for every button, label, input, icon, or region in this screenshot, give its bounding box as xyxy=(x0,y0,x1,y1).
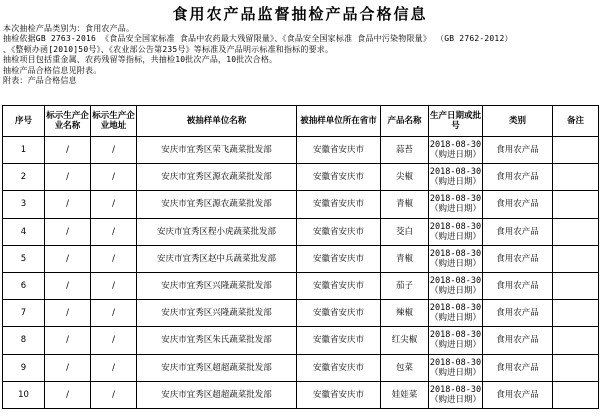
cell-date-batch xyxy=(429,354,483,381)
table-row xyxy=(3,245,599,272)
header-producer-address: 标示生产企业地址 xyxy=(91,106,137,137)
table-header-row xyxy=(3,106,599,137)
cell-no: 5 xyxy=(3,245,45,272)
cell-producer-name: / xyxy=(45,354,91,381)
cell-no: 9 xyxy=(3,354,45,381)
cell-category: 食用农产品 xyxy=(483,164,553,191)
cell-product: 娃娃菜 xyxy=(381,381,429,408)
cell-product: 青椒 xyxy=(381,191,429,218)
cell-province-city: 安徽省安庆市 xyxy=(297,245,381,272)
cell-producer-address: / xyxy=(91,245,137,272)
cell-remarks xyxy=(553,272,599,299)
header-category: 类别 xyxy=(483,106,553,137)
cell-producer-name: / xyxy=(45,327,91,354)
date-note: （购进日期） xyxy=(429,367,481,378)
date-value: 2018-08-30 xyxy=(429,248,482,259)
cell-remarks xyxy=(553,327,599,354)
cell-province-city: 安徽省安庆市 xyxy=(297,191,381,218)
table-row xyxy=(3,381,599,408)
cell-producer-name: / xyxy=(45,245,91,272)
cell-date-batch xyxy=(429,327,483,354)
cell-category: 食用农产品 xyxy=(483,272,553,299)
notes-block xyxy=(3,24,597,86)
cell-remarks xyxy=(553,164,599,191)
date-value: 2018-08-30 xyxy=(429,357,482,368)
date-note: （购进日期） xyxy=(429,313,481,324)
cell-date-batch xyxy=(429,218,483,245)
cell-sampled-unit: 安庆市宜秀区超超蔬菜批发部 xyxy=(137,381,297,408)
cell-sampled-unit: 安庆市宜秀区赵中兵蔬菜批发部 xyxy=(137,245,297,272)
cell-category: 食用农产品 xyxy=(483,245,553,272)
cell-producer-name: / xyxy=(45,137,91,164)
cell-remarks xyxy=(553,218,599,245)
cell-remarks xyxy=(553,381,599,408)
document-title: 食用农产品监督抽检产品合格信息 xyxy=(172,5,428,23)
cell-no: 6 xyxy=(3,272,45,299)
cell-date-batch xyxy=(429,164,483,191)
cell-producer-address: / xyxy=(91,191,137,218)
cell-producer-address: / xyxy=(91,300,137,327)
date-note: （购进日期） xyxy=(429,177,481,188)
cell-producer-address: / xyxy=(91,272,137,299)
cell-sampled-unit: 安庆市宜秀区超超蔬菜批发部 xyxy=(137,354,297,381)
table-row xyxy=(3,164,599,191)
date-value: 2018-08-30 xyxy=(429,276,482,287)
cell-no: 7 xyxy=(3,300,45,327)
cell-category: 食用农产品 xyxy=(483,354,553,381)
cell-sampled-unit: 安庆市宜秀区源农蔬菜批发部 xyxy=(137,191,297,218)
cell-remarks xyxy=(553,300,599,327)
cell-category: 食用农产品 xyxy=(483,137,553,164)
cell-product: 青椒 xyxy=(381,245,429,272)
cell-product: 茭白 xyxy=(381,218,429,245)
cell-producer-name: / xyxy=(45,164,91,191)
date-note: （购进日期） xyxy=(429,258,481,269)
table-row xyxy=(3,191,599,218)
header-remarks: 备注 xyxy=(553,106,599,137)
cell-product: 蒜苔 xyxy=(381,137,429,164)
results-table xyxy=(2,105,599,409)
date-note: （购进日期） xyxy=(429,340,481,351)
cell-category: 食用农产品 xyxy=(483,218,553,245)
cell-no: 2 xyxy=(3,164,45,191)
table-row xyxy=(3,354,599,381)
cell-producer-name: / xyxy=(45,272,91,299)
cell-product: 辣椒 xyxy=(381,300,429,327)
note-line: 、《整顿办函[2010]50号》、《农业部公告第235号》等标准及产品明示标准和指标的要求。 xyxy=(3,44,334,54)
cell-product: 包菜 xyxy=(381,354,429,381)
date-value: 2018-08-30 xyxy=(429,303,482,314)
cell-producer-name: / xyxy=(45,218,91,245)
date-value: 2018-08-30 xyxy=(429,384,482,395)
cell-province-city: 安徽省安庆市 xyxy=(297,137,381,164)
cell-producer-address: / xyxy=(91,218,137,245)
cell-date-batch xyxy=(429,381,483,408)
cell-no: 10 xyxy=(3,381,45,408)
note-line: 抽检产品合格信息见附表。 xyxy=(3,65,102,75)
cell-category: 食用农产品 xyxy=(483,300,553,327)
cell-no: 4 xyxy=(3,218,45,245)
cell-date-batch xyxy=(429,191,483,218)
cell-province-city: 安徽省安庆市 xyxy=(297,354,381,381)
cell-province-city: 安徽省安庆市 xyxy=(297,272,381,299)
cell-date-batch xyxy=(429,300,483,327)
cell-producer-address: / xyxy=(91,137,137,164)
date-note: （购进日期） xyxy=(429,150,481,161)
cell-no: 8 xyxy=(3,327,45,354)
note-line: 抽检依据GB 2763-2016 《食品安全国家标准 食品中农药最大残留限量》、《食品安全国家标准 食品中污染物限量》 （GB 2762-2012） xyxy=(3,34,513,44)
cell-sampled-unit: 安庆市宜秀区兴隆蔬菜批发部 xyxy=(137,300,297,327)
cell-producer-address: / xyxy=(91,354,137,381)
date-value: 2018-08-30 xyxy=(429,167,482,178)
cell-product: 红尖椒 xyxy=(381,327,429,354)
header-producer-name: 标示生产企业名称 xyxy=(45,106,91,137)
table-row xyxy=(3,327,599,354)
header-product: 产品名称 xyxy=(381,106,429,137)
header-province-city: 被抽样单位所在省市 xyxy=(297,106,381,137)
table-row xyxy=(3,137,599,164)
date-value: 2018-08-30 xyxy=(429,221,482,232)
cell-date-batch xyxy=(429,245,483,272)
date-value: 2018-08-30 xyxy=(429,330,482,341)
cell-producer-address: / xyxy=(91,381,137,408)
cell-producer-name: / xyxy=(45,191,91,218)
cell-producer-name: / xyxy=(45,381,91,408)
cell-producer-address: / xyxy=(91,164,137,191)
header-sampled-unit: 被抽样单位名称 xyxy=(137,106,297,137)
note-line: 本次抽检产品类别为：食用农产品。 xyxy=(3,24,135,33)
note-line: 附表：产品合格信息 xyxy=(3,75,77,85)
cell-category: 食用农产品 xyxy=(483,191,553,218)
cell-product: 尖椒 xyxy=(381,164,429,191)
cell-remarks xyxy=(553,245,599,272)
cell-producer-name: / xyxy=(45,300,91,327)
cell-remarks xyxy=(553,354,599,381)
cell-province-city: 安徽省安庆市 xyxy=(297,164,381,191)
cell-sampled-unit: 安庆市宜秀区兴隆蔬菜批发部 xyxy=(137,272,297,299)
header-date-batch: 生产日期或批号 xyxy=(429,106,483,137)
cell-no: 3 xyxy=(3,191,45,218)
cell-province-city: 安徽省安庆市 xyxy=(297,218,381,245)
cell-no: 1 xyxy=(3,137,45,164)
cell-province-city: 安徽省安庆市 xyxy=(297,381,381,408)
cell-date-batch xyxy=(429,137,483,164)
cell-remarks xyxy=(553,191,599,218)
date-note: （购进日期） xyxy=(429,286,481,297)
date-note: （购进日期） xyxy=(429,394,481,405)
cell-sampled-unit: 安庆市宜秀区荣飞蔬菜批发部 xyxy=(137,137,297,164)
table-row xyxy=(3,300,599,327)
cell-date-batch xyxy=(429,272,483,299)
table-row xyxy=(3,218,599,245)
cell-sampled-unit: 安庆市宜秀区源农蔬菜批发部 xyxy=(137,164,297,191)
header-no: 序号 xyxy=(3,106,45,137)
cell-product: 茄子 xyxy=(381,272,429,299)
cell-sampled-unit: 安庆市宜秀区程小虎蔬菜批发部 xyxy=(137,218,297,245)
date-note: （购进日期） xyxy=(429,231,481,242)
cell-category: 食用农产品 xyxy=(483,381,553,408)
cell-producer-address: / xyxy=(91,327,137,354)
date-value: 2018-08-30 xyxy=(429,140,482,151)
cell-remarks xyxy=(553,137,599,164)
cell-sampled-unit: 安庆市宜秀区朱氏蔬菜批发部 xyxy=(137,327,297,354)
cell-province-city: 安徽省安庆市 xyxy=(297,327,381,354)
date-note: （购进日期） xyxy=(429,204,481,215)
date-value: 2018-08-30 xyxy=(429,194,482,205)
cell-category: 食用农产品 xyxy=(483,327,553,354)
note-line: 抽检项目包括重金属、农药残留等指标，共抽检10批次产品，10批次合格。 xyxy=(3,55,278,65)
cell-province-city: 安徽省安庆市 xyxy=(297,300,381,327)
table-row xyxy=(3,272,599,299)
